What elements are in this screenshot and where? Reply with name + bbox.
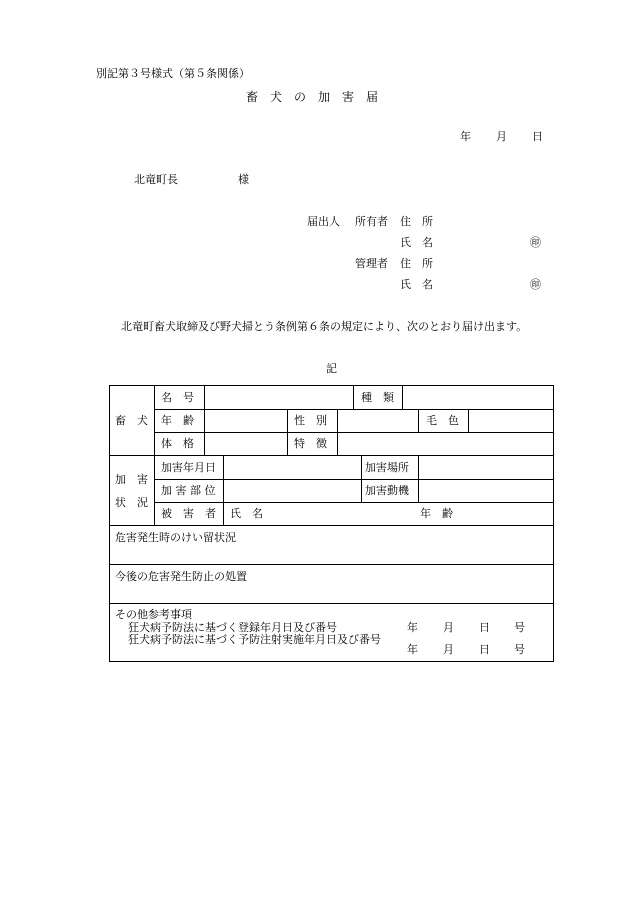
addressee-honorific: 様 [238, 173, 249, 186]
damage-place-label: 加害場所 [365, 461, 409, 474]
manager-address-label: 住 所 [400, 257, 433, 270]
registration-line: 狂犬病予防法に基づく登録年月日及び番号 [128, 621, 337, 634]
dog-age-label: 年 齢 [161, 414, 194, 427]
date-month-label: 月 [496, 130, 507, 143]
victim-age-label: 年 齢 [420, 507, 453, 520]
dog-build-label: 体 格 [161, 437, 194, 450]
reg-month: 月 [443, 621, 454, 634]
date-year-label: 年 [460, 130, 471, 143]
owner-address-label: 住 所 [400, 215, 433, 228]
dog-color-label: 毛 色 [426, 414, 459, 427]
reg-year: 年 [407, 621, 418, 634]
prevention-label: 今後の危害発生防止の処置 [115, 570, 247, 583]
section-damage-label-2: 状 況 [115, 496, 148, 509]
applicant-label: 届出人 [307, 215, 340, 228]
dog-type-label: 種 類 [361, 391, 394, 404]
reg-number: 号 [514, 621, 525, 634]
damage-date-label: 加害年月日 [161, 461, 216, 474]
damage-motive-label: 加害動機 [365, 484, 409, 497]
vacc-day: 日 [479, 643, 490, 656]
vacc-number: 号 [514, 643, 525, 656]
victim-name-label: 氏 名 [230, 507, 263, 520]
ki-label: 記 [326, 362, 337, 375]
dog-sex-label: 性 別 [294, 414, 327, 427]
vacc-month: 月 [443, 643, 454, 656]
report-table [109, 385, 554, 662]
owner-label: 所有者 [355, 215, 388, 228]
date-day-label: 日 [532, 130, 543, 143]
addressee-name: 北竜町長 [134, 173, 178, 186]
vaccination-line: 狂犬病予防法に基づく予防注射実施年月日及び番号 [128, 633, 381, 646]
restraint-label: 危害発生時のけい留状況 [115, 531, 236, 544]
section-dog-label: 畜 犬 [115, 414, 148, 427]
dog-feature-label: 特 徴 [294, 437, 327, 450]
body-text: 北竜町畜犬取締及び野犬掃とう条例第６条の規定により、次のとおり届け出ます。 [121, 320, 528, 333]
vacc-year: 年 [407, 643, 418, 656]
page-title: 畜 犬 の 加 害 届 [246, 90, 379, 104]
manager-name-label: 氏 名 [400, 278, 433, 291]
victim-label: 被 害 者 [161, 507, 216, 520]
damage-part-label: 加 害 部 位 [161, 484, 216, 497]
other-ref-label: その他参考事項 [115, 608, 192, 621]
form-id: 別記第３号様式（第５条関係） [96, 67, 250, 80]
owner-name-label: 氏 名 [400, 236, 433, 249]
dog-name-label: 名 号 [161, 391, 194, 404]
reg-day: 日 [479, 621, 490, 634]
manager-seal: ㊞ [530, 278, 541, 291]
manager-label: 管理者 [355, 257, 388, 270]
section-damage-label-1: 加 害 [115, 473, 148, 486]
owner-seal: ㊞ [530, 236, 541, 249]
